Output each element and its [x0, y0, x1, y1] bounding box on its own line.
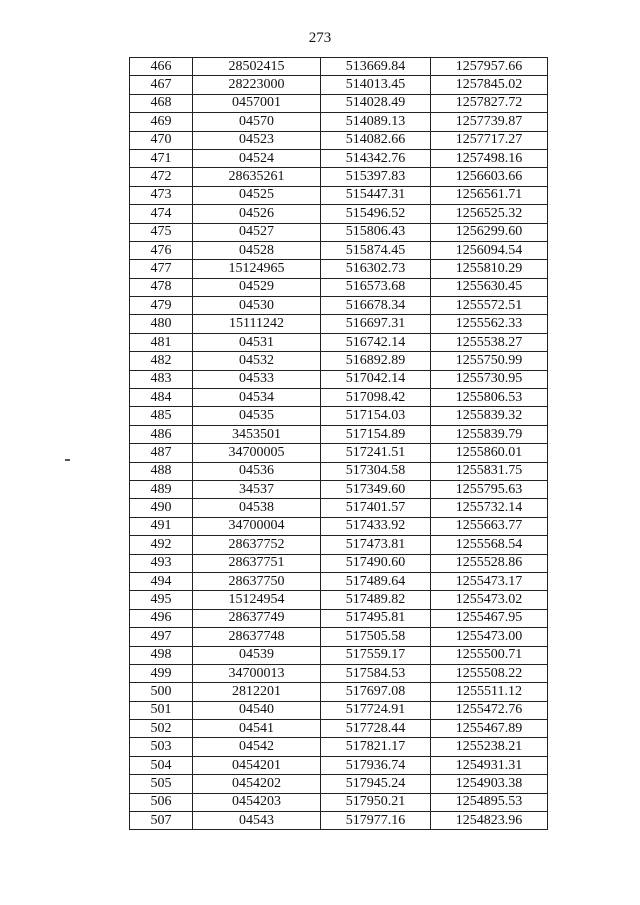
y-coordinate-cell: 1255572.51: [431, 297, 548, 315]
x-coordinate-cell: 516302.73: [321, 260, 431, 278]
table-row: [130, 720, 548, 738]
x-coordinate-cell: 514082.66: [321, 131, 431, 149]
point-id-cell: 04533: [193, 370, 321, 388]
point-number-cell: 502: [130, 720, 193, 738]
point-number-cell: 490: [130, 499, 193, 517]
table-row: [130, 333, 548, 351]
x-coordinate-cell: 515874.45: [321, 241, 431, 259]
y-coordinate-cell: 1255730.95: [431, 370, 548, 388]
point-id-cell: 0454201: [193, 756, 321, 774]
x-coordinate-cell: 517154.89: [321, 425, 431, 443]
point-number-cell: 507: [130, 812, 193, 830]
point-id-cell: 04528: [193, 241, 321, 259]
x-coordinate-cell: 517241.51: [321, 444, 431, 462]
coordinates-table: [129, 57, 548, 830]
y-coordinate-cell: 1254895.53: [431, 793, 548, 811]
point-number-cell: 475: [130, 223, 193, 241]
x-coordinate-cell: 517433.92: [321, 517, 431, 535]
point-id-cell: 28637750: [193, 572, 321, 590]
table-row: [130, 425, 548, 443]
point-id-cell: 28502415: [193, 58, 321, 76]
point-number-cell: 492: [130, 536, 193, 554]
y-coordinate-cell: 1255810.29: [431, 260, 548, 278]
point-id-cell: 04570: [193, 113, 321, 131]
y-coordinate-cell: 1255839.79: [431, 425, 548, 443]
table-row: [130, 131, 548, 149]
point-number-cell: 491: [130, 517, 193, 535]
y-coordinate-cell: 1256561.71: [431, 186, 548, 204]
table-row: [130, 223, 548, 241]
point-id-cell: 34700004: [193, 517, 321, 535]
table-row: [130, 628, 548, 646]
x-coordinate-cell: 516697.31: [321, 315, 431, 333]
y-coordinate-cell: 1255630.45: [431, 278, 548, 296]
point-id-cell: 04542: [193, 738, 321, 756]
y-coordinate-cell: 1255568.54: [431, 536, 548, 554]
point-number-cell: 482: [130, 352, 193, 370]
y-coordinate-cell: 1255473.17: [431, 572, 548, 590]
point-number-cell: 483: [130, 370, 193, 388]
x-coordinate-cell: 514013.45: [321, 76, 431, 94]
y-coordinate-cell: 1256299.60: [431, 223, 548, 241]
point-id-cell: 04532: [193, 352, 321, 370]
point-number-cell: 484: [130, 389, 193, 407]
point-number-cell: 474: [130, 205, 193, 223]
point-id-cell: 04529: [193, 278, 321, 296]
x-coordinate-cell: 517489.82: [321, 591, 431, 609]
table-row: [130, 701, 548, 719]
x-coordinate-cell: 517042.14: [321, 370, 431, 388]
point-number-cell: 493: [130, 554, 193, 572]
point-id-cell: 04524: [193, 149, 321, 167]
point-id-cell: 28635261: [193, 168, 321, 186]
point-id-cell: 3453501: [193, 425, 321, 443]
point-id-cell: 0454202: [193, 775, 321, 793]
table-row: [130, 113, 548, 131]
point-number-cell: 467: [130, 76, 193, 94]
y-coordinate-cell: 1255806.53: [431, 389, 548, 407]
table-row: [130, 186, 548, 204]
point-id-cell: 0454203: [193, 793, 321, 811]
table-row: [130, 389, 548, 407]
table-row: [130, 775, 548, 793]
point-number-cell: 479: [130, 297, 193, 315]
point-id-cell: 04539: [193, 646, 321, 664]
point-id-cell: 34700005: [193, 444, 321, 462]
table-row: [130, 609, 548, 627]
point-number-cell: 503: [130, 738, 193, 756]
table-row: [130, 664, 548, 682]
point-number-cell: 499: [130, 664, 193, 682]
table-row: [130, 480, 548, 498]
point-id-cell: 04536: [193, 462, 321, 480]
y-coordinate-cell: 1257827.72: [431, 94, 548, 112]
point-id-cell: 04531: [193, 333, 321, 351]
x-coordinate-cell: 517724.91: [321, 701, 431, 719]
y-coordinate-cell: 1257845.02: [431, 76, 548, 94]
table-row: [130, 241, 548, 259]
point-number-cell: 488: [130, 462, 193, 480]
x-coordinate-cell: 517936.74: [321, 756, 431, 774]
x-coordinate-cell: 517349.60: [321, 480, 431, 498]
point-id-cell: 04535: [193, 407, 321, 425]
table-row: [130, 352, 548, 370]
point-number-cell: 501: [130, 701, 193, 719]
point-id-cell: 04530: [193, 297, 321, 315]
x-coordinate-cell: 517559.17: [321, 646, 431, 664]
y-coordinate-cell: 1255663.77: [431, 517, 548, 535]
table-row: [130, 793, 548, 811]
point-id-cell: 28637752: [193, 536, 321, 554]
x-coordinate-cell: 517473.81: [321, 536, 431, 554]
y-coordinate-cell: 1255831.75: [431, 462, 548, 480]
x-coordinate-cell: 517950.21: [321, 793, 431, 811]
table-row: [130, 407, 548, 425]
table-row: [130, 94, 548, 112]
page-number: 273: [308, 30, 332, 46]
point-number-cell: 496: [130, 609, 193, 627]
y-coordinate-cell: 1255528.86: [431, 554, 548, 572]
table-row: [130, 554, 548, 572]
y-coordinate-cell: 1256094.54: [431, 241, 548, 259]
point-number-cell: 471: [130, 149, 193, 167]
x-coordinate-cell: 517821.17: [321, 738, 431, 756]
point-id-cell: 04541: [193, 720, 321, 738]
x-coordinate-cell: 517697.08: [321, 683, 431, 701]
point-id-cell: 04534: [193, 389, 321, 407]
table-row: [130, 536, 548, 554]
point-id-cell: 04543: [193, 812, 321, 830]
table-row: [130, 756, 548, 774]
table-row: [130, 591, 548, 609]
point-number-cell: 470: [130, 131, 193, 149]
table-row: [130, 370, 548, 388]
point-id-cell: 28637749: [193, 609, 321, 627]
x-coordinate-cell: 517401.57: [321, 499, 431, 517]
y-coordinate-cell: 1255795.63: [431, 480, 548, 498]
point-number-cell: 468: [130, 94, 193, 112]
table-row: [130, 76, 548, 94]
point-id-cell: 0457001: [193, 94, 321, 112]
y-coordinate-cell: 1255562.33: [431, 315, 548, 333]
point-number-cell: 469: [130, 113, 193, 131]
table-row: [130, 683, 548, 701]
point-number-cell: 480: [130, 315, 193, 333]
x-coordinate-cell: 517489.64: [321, 572, 431, 590]
y-coordinate-cell: 1255538.27: [431, 333, 548, 351]
table-row: [130, 278, 548, 296]
point-id-cell: 04538: [193, 499, 321, 517]
y-coordinate-cell: 1254931.31: [431, 756, 548, 774]
point-number-cell: 505: [130, 775, 193, 793]
y-coordinate-cell: 1255732.14: [431, 499, 548, 517]
point-number-cell: 487: [130, 444, 193, 462]
y-coordinate-cell: 1256603.66: [431, 168, 548, 186]
point-id-cell: 04540: [193, 701, 321, 719]
table-row: [130, 149, 548, 167]
point-number-cell: 477: [130, 260, 193, 278]
x-coordinate-cell: 515397.83: [321, 168, 431, 186]
point-number-cell: 472: [130, 168, 193, 186]
x-coordinate-cell: 514342.76: [321, 149, 431, 167]
table-row: [130, 168, 548, 186]
stray-mark: [65, 459, 70, 461]
point-number-cell: 486: [130, 425, 193, 443]
point-number-cell: 500: [130, 683, 193, 701]
point-number-cell: 497: [130, 628, 193, 646]
y-coordinate-cell: 1256525.32: [431, 205, 548, 223]
y-coordinate-cell: 1255472.76: [431, 701, 548, 719]
point-number-cell: 494: [130, 572, 193, 590]
y-coordinate-cell: 1254903.38: [431, 775, 548, 793]
point-id-cell: 15124965: [193, 260, 321, 278]
table-row: [130, 572, 548, 590]
point-id-cell: 2812201: [193, 683, 321, 701]
x-coordinate-cell: 517584.53: [321, 664, 431, 682]
point-number-cell: 476: [130, 241, 193, 259]
x-coordinate-cell: 515806.43: [321, 223, 431, 241]
point-number-cell: 506: [130, 793, 193, 811]
point-id-cell: 34537: [193, 480, 321, 498]
x-coordinate-cell: 515447.31: [321, 186, 431, 204]
point-number-cell: 478: [130, 278, 193, 296]
point-id-cell: 28637748: [193, 628, 321, 646]
y-coordinate-cell: 1255750.99: [431, 352, 548, 370]
table-row: [130, 58, 548, 76]
y-coordinate-cell: 1255467.95: [431, 609, 548, 627]
y-coordinate-cell: 1255511.12: [431, 683, 548, 701]
x-coordinate-cell: 513669.84: [321, 58, 431, 76]
point-id-cell: 15124954: [193, 591, 321, 609]
table-row: [130, 297, 548, 315]
point-number-cell: 473: [130, 186, 193, 204]
table-row: [130, 260, 548, 278]
y-coordinate-cell: 1257498.16: [431, 149, 548, 167]
point-id-cell: 28637751: [193, 554, 321, 572]
x-coordinate-cell: 516892.89: [321, 352, 431, 370]
coordinates-table-body: [130, 58, 548, 830]
y-coordinate-cell: 1255500.71: [431, 646, 548, 664]
y-coordinate-cell: 1255473.02: [431, 591, 548, 609]
point-number-cell: 498: [130, 646, 193, 664]
point-number-cell: 481: [130, 333, 193, 351]
y-coordinate-cell: 1255860.01: [431, 444, 548, 462]
table-row: [130, 517, 548, 535]
x-coordinate-cell: 517490.60: [321, 554, 431, 572]
y-coordinate-cell: 1257957.66: [431, 58, 548, 76]
x-coordinate-cell: 517505.58: [321, 628, 431, 646]
point-id-cell: 04525: [193, 186, 321, 204]
y-coordinate-cell: 1255467.89: [431, 720, 548, 738]
point-id-cell: 04523: [193, 131, 321, 149]
x-coordinate-cell: 517304.58: [321, 462, 431, 480]
table-row: [130, 205, 548, 223]
y-coordinate-cell: 1255473.00: [431, 628, 548, 646]
point-id-cell: 04526: [193, 205, 321, 223]
table-row: [130, 738, 548, 756]
y-coordinate-cell: 1255839.32: [431, 407, 548, 425]
y-coordinate-cell: 1254823.96: [431, 812, 548, 830]
point-id-cell: 28223000: [193, 76, 321, 94]
x-coordinate-cell: 516742.14: [321, 333, 431, 351]
point-number-cell: 495: [130, 591, 193, 609]
x-coordinate-cell: 517495.81: [321, 609, 431, 627]
point-id-cell: 34700013: [193, 664, 321, 682]
point-number-cell: 489: [130, 480, 193, 498]
point-number-cell: 485: [130, 407, 193, 425]
table-row: [130, 462, 548, 480]
point-id-cell: 04527: [193, 223, 321, 241]
table-row: [130, 812, 548, 830]
y-coordinate-cell: 1257717.27: [431, 131, 548, 149]
table-row: [130, 315, 548, 333]
x-coordinate-cell: 514089.13: [321, 113, 431, 131]
point-number-cell: 504: [130, 756, 193, 774]
y-coordinate-cell: 1257739.87: [431, 113, 548, 131]
x-coordinate-cell: 516573.68: [321, 278, 431, 296]
point-number-cell: 466: [130, 58, 193, 76]
x-coordinate-cell: 515496.52: [321, 205, 431, 223]
x-coordinate-cell: 517977.16: [321, 812, 431, 830]
table-row: [130, 499, 548, 517]
table-row: [130, 444, 548, 462]
x-coordinate-cell: 514028.49: [321, 94, 431, 112]
table-row: [130, 646, 548, 664]
x-coordinate-cell: 517098.42: [321, 389, 431, 407]
x-coordinate-cell: 517154.03: [321, 407, 431, 425]
y-coordinate-cell: 1255508.22: [431, 664, 548, 682]
point-id-cell: 15111242: [193, 315, 321, 333]
x-coordinate-cell: 516678.34: [321, 297, 431, 315]
y-coordinate-cell: 1255238.21: [431, 738, 548, 756]
x-coordinate-cell: 517728.44: [321, 720, 431, 738]
x-coordinate-cell: 517945.24: [321, 775, 431, 793]
